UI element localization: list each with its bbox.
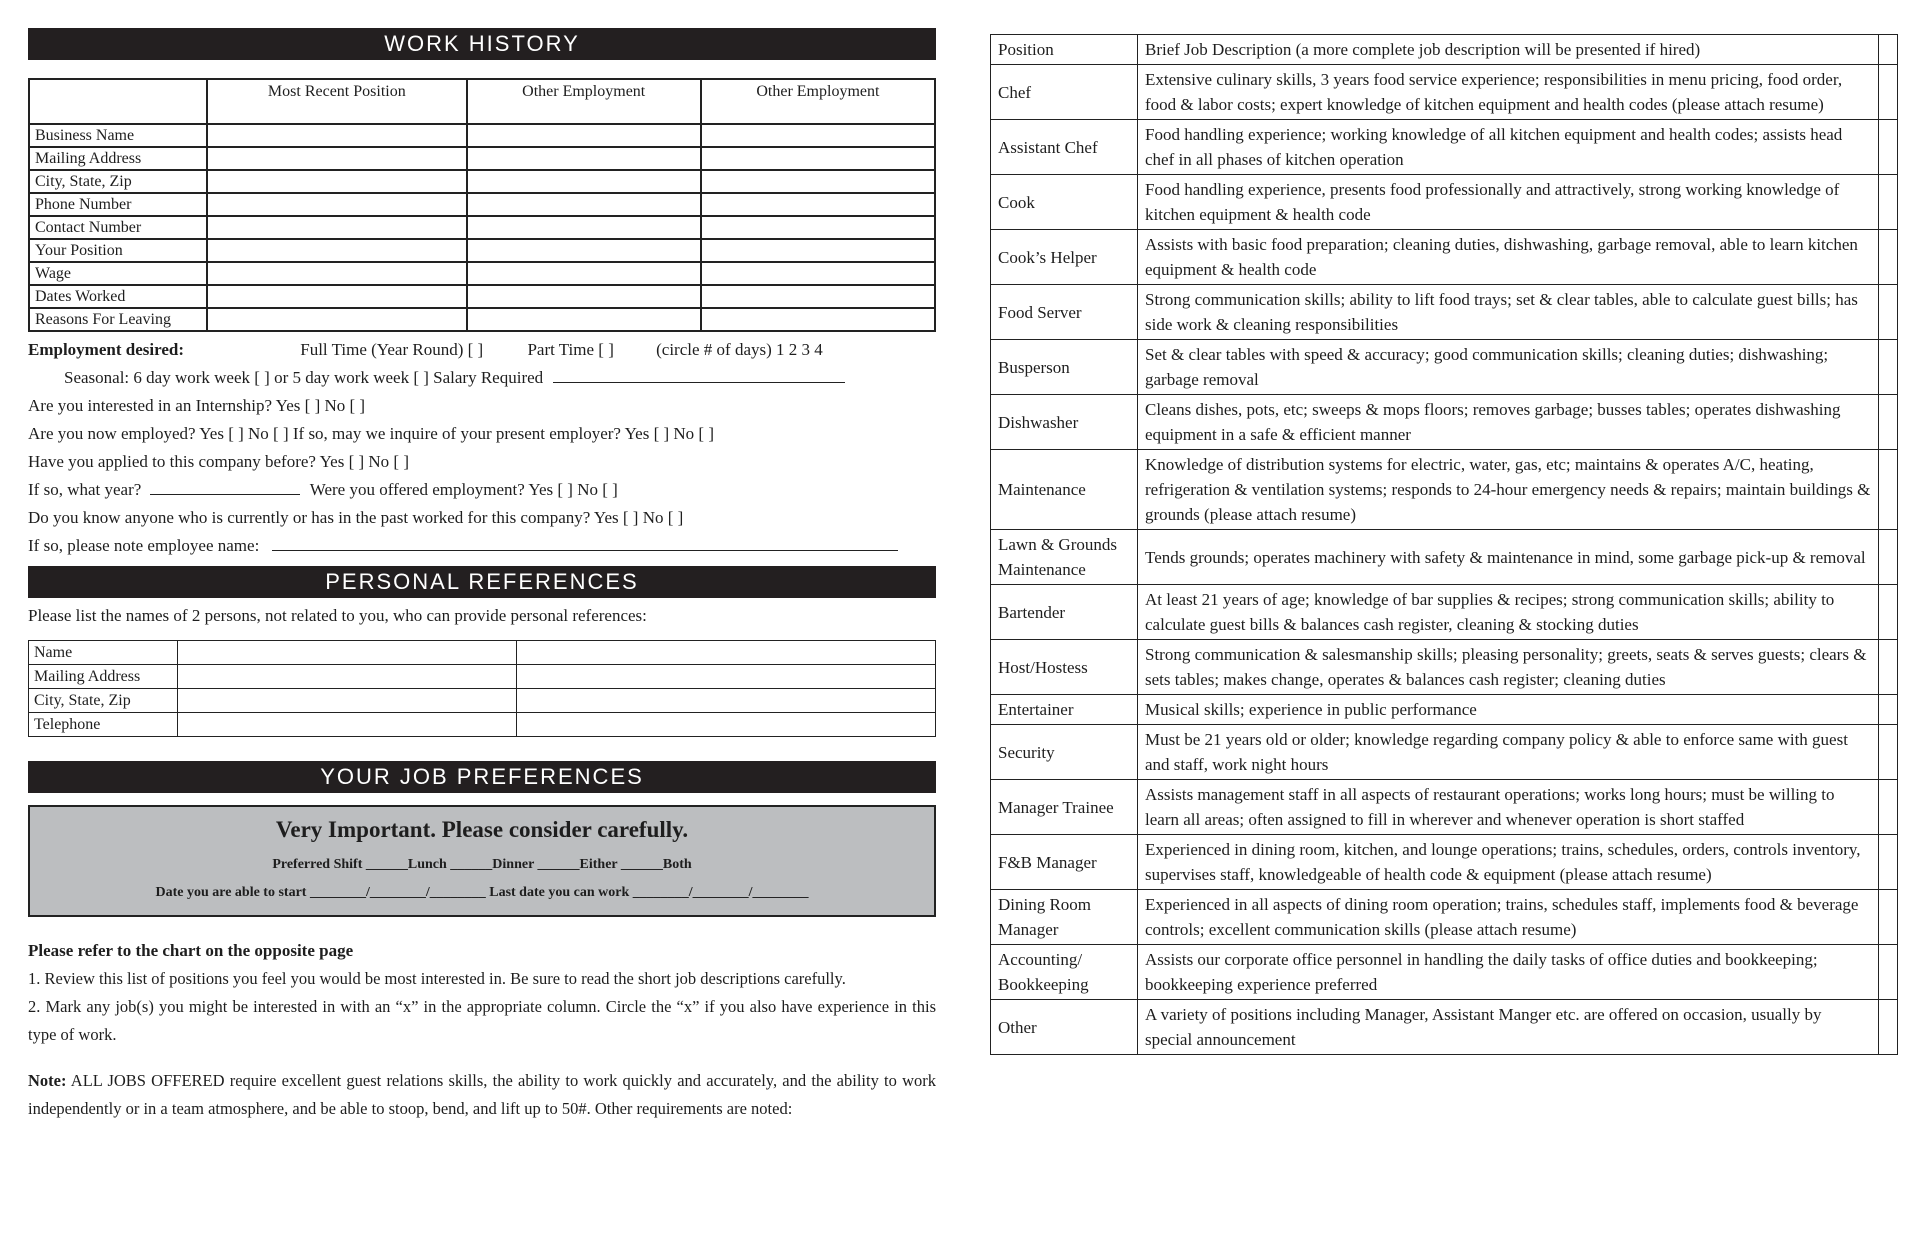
entry-cell[interactable] [467,124,701,147]
job-row [991,835,1898,890]
entry-cell[interactable] [467,262,701,285]
job-mark-cell[interactable] [1879,340,1898,395]
entry-cell[interactable] [207,216,467,239]
row-label: City, State, Zip [29,170,207,193]
entry-cell[interactable] [701,216,935,239]
job-description: Food handling experience; working knowledge of all kitchen equipment and health codes; assists head chef in all phases of kitchen operation [1138,120,1879,175]
work-history-row [29,239,935,262]
job-position: Lawn & Grounds Maintenance [991,530,1138,585]
job-mark-cell[interactable] [1879,530,1898,585]
entry-cell[interactable] [701,262,935,285]
jobs-header-row [991,35,1898,65]
job-position: Food Server [991,285,1138,340]
entry-cell[interactable] [517,689,936,713]
column-header: Most Recent Position [207,79,467,124]
entry-cell[interactable] [178,689,517,713]
job-position: Host/Hostess [991,640,1138,695]
job-mark-cell[interactable] [1879,175,1898,230]
job-row [991,450,1898,530]
preferences-box [28,805,936,917]
job-description: Strong communication & salesmanship skills; pleasing personality; greets, seats & serves guests; clears & sets tables; makes change, operates & balances cash register; cleaning duties [1138,640,1879,695]
job-description: Knowledge of distribution systems for electric, water, gas, etc; maintains & operates A/C, heating, refrigeration & ventilation systems; responds to 24-hour emergency needs & repairs; maintain buildings & grounds (please attach resume) [1138,450,1879,530]
note-paragraph [28,1067,936,1123]
row-label: Your Position [29,239,207,262]
job-description: Food handling experience, presents food professionally and attractively, strong working knowledge of kitchen equipment & health code [1138,175,1879,230]
seasonal-text: Seasonal: 6 day work week [ ] or 5 day work week [ ] Salary Required [64,368,544,387]
entry-cell[interactable] [467,216,701,239]
entry-cell[interactable] [701,170,935,193]
job-description: Experienced in all aspects of dining room operation; trains, schedules staff, implements food & beverage controls; excellent communication skills (please attach resume) [1138,890,1879,945]
job-row [991,890,1898,945]
year-field[interactable] [150,478,300,495]
entry-cell[interactable] [467,147,701,170]
job-row [991,340,1898,395]
work-history-row [29,193,935,216]
job-row [991,530,1898,585]
job-row [991,285,1898,340]
entry-cell[interactable] [207,285,467,308]
job-description: Experienced in dining room, kitchen, and lounge operations; trains, schedules, orders, controls inventory, supervises staff, knowledgeable of health code & equipment (please attach resume) [1138,835,1879,890]
entry-cell[interactable] [467,285,701,308]
left-page [28,28,936,1123]
job-position: Chef [991,65,1138,120]
references-title: PERSONAL REFERENCES [28,566,936,598]
job-row [991,65,1898,120]
reference-row [29,665,936,689]
employee-name-label: If so, please note employee name: [28,536,260,555]
reference-row [29,689,936,713]
row-label: City, State, Zip [29,689,178,713]
job-description: Assists our corporate office personnel in handling the daily tasks of office duties and bookkeeping; bookkeeping experience preferred [1138,945,1879,1000]
job-mark-cell[interactable] [1879,945,1898,1000]
entry-cell[interactable] [517,641,936,665]
job-row [991,695,1898,725]
entry-cell[interactable] [207,193,467,216]
job-description: Tends grounds; operates machinery with safety & maintenance in mind, some garbage pick-up & removal [1138,530,1879,585]
entry-cell[interactable] [701,285,935,308]
work-history-row [29,262,935,285]
salary-field[interactable] [553,366,845,383]
job-position: Maintenance [991,450,1138,530]
entry-cell[interactable] [517,713,936,737]
work-history-title: WORK HISTORY [28,28,936,60]
column-header: Other Employment [701,79,935,124]
entry-cell[interactable] [467,308,701,331]
entry-cell[interactable] [178,641,517,665]
job-description: Set & clear tables with speed & accuracy; good communication skills; cleaning duties; dishwashing; garbage removal [1138,340,1879,395]
job-description: Assists management staff in all aspects of restaurant operations; works long hours; must be willing to learn all areas; often assigned to fill in wherever and whenever operation is short staffed [1138,780,1879,835]
work-history-header-row [29,79,935,124]
right-page [990,34,1898,1055]
jobs-table [990,34,1898,1055]
row-label: Phone Number [29,193,207,216]
job-mark-cell[interactable] [1879,450,1898,530]
entry-cell[interactable] [701,308,935,331]
instruction-item: 1. Review this list of positions you feel you would be most interested in. Be sure to read the short job descriptions carefully. [28,969,846,988]
instructions-heading: Please refer to the chart on the opposite page [28,941,354,960]
entry-cell[interactable] [701,147,935,170]
job-mark-cell[interactable] [1879,835,1898,890]
instructions [28,937,936,1123]
work-history-row [29,308,935,331]
job-description: Extensive culinary skills, 3 years food service experience; responsibilities in menu pricing, food order, food & labor costs; expert knowledge of kitchen equipment and health codes (please attach resume) [1138,65,1879,120]
column-header: Other Employment [467,79,701,124]
entry-cell[interactable] [517,665,936,689]
job-position: Entertainer [991,695,1138,725]
applied-before-line: Have you applied to this company before? Yes [ ] No [ ] [28,452,409,471]
employed-line: Are you now employed? Yes [ ] No [ ] If so, may we inquire of your present employer? Yes [ ] No [ ] [28,424,714,443]
job-description: Must be 21 years old or older; knowledge regarding company policy & able to enforce same with guest and staff, work night hours [1138,725,1879,780]
job-position: Accounting/ Bookkeeping [991,945,1138,1000]
job-mark-cell[interactable] [1879,230,1898,285]
work-history-row [29,147,935,170]
job-position: Cook [991,175,1138,230]
job-position: Security [991,725,1138,780]
entry-cell[interactable] [178,713,517,737]
job-position: Cook’s Helper [991,230,1138,285]
job-mark-cell[interactable] [1879,695,1898,725]
job-mark-cell[interactable] [1879,120,1898,175]
part-time-option[interactable]: Part Time [ ] [527,340,614,359]
entry-cell[interactable] [207,170,467,193]
employee-name-line [28,532,936,560]
job-description: Assists with basic food preparation; cleaning duties, dishwashing, garbage removal, able to learn kitchen equipment & health code [1138,230,1879,285]
know-anyone-line: Do you know anyone who is currently or has in the past worked for this company? Yes [ ] No [ ] [28,508,684,527]
job-row [991,780,1898,835]
entry-cell[interactable] [467,193,701,216]
job-position: F&B Manager [991,835,1138,890]
row-label: Mailing Address [29,665,178,689]
days-option[interactable]: (circle # of days) 1 2 3 4 [656,340,823,359]
row-label: Business Name [29,124,207,147]
entry-cell[interactable] [467,170,701,193]
row-label: Wage [29,262,207,285]
job-mark-cell[interactable] [1879,780,1898,835]
reference-row [29,713,936,737]
job-description: At least 21 years of age; knowledge of bar supplies & recipes; strong communication skills; ability to calculate guest bills & balances cash register, cleaning & stocking duties [1138,585,1879,640]
job-row [991,230,1898,285]
reference-row [29,641,936,665]
employment-desired-line [28,336,936,364]
job-mark-cell[interactable] [1879,285,1898,340]
work-history-row [29,124,935,147]
work-history-row [29,216,935,239]
row-label: Name [29,641,178,665]
job-position: Busperson [991,340,1138,395]
note-label: Note: [28,1071,67,1090]
employment-section [28,336,936,560]
preferences-heading: Very Important. Please consider carefully. [275,817,689,842]
job-position: Manager Trainee [991,780,1138,835]
entry-cell[interactable] [178,665,517,689]
position-header: Position [991,35,1138,65]
row-label: Contact Number [29,216,207,239]
dates-line[interactable]: Date you are able to start ________/________/________ Last date you can work ________/________/________ [155,885,809,900]
job-description: A variety of positions including Manager, Assistant Manger etc. are offered on occasion, usually by special announcement [1138,1000,1879,1055]
job-row [991,1000,1898,1055]
mark-column-header [1879,35,1898,65]
offered-text: Were you offered employment? Yes [ ] No [ ] [309,480,618,499]
what-year-line [28,476,936,504]
instruction-item: 2. Mark any job(s) you might be interested in with an “x” in the appropriate column. Circle the “x” if you also have experience in this type of work. [28,997,936,1044]
entry-cell[interactable] [207,147,467,170]
entry-cell[interactable] [701,239,935,262]
job-position: Dining Room Manager [991,890,1138,945]
job-description: Strong communication skills; ability to lift food trays; set & clear tables, able to calculate guest bills; has side work & cleaning responsibilities [1138,285,1879,340]
work-history-corner [29,79,207,124]
job-mark-cell[interactable] [1879,395,1898,450]
row-label: Mailing Address [29,147,207,170]
job-position: Dishwasher [991,395,1138,450]
what-year-label: If so, what year? [28,480,142,499]
entry-cell[interactable] [701,193,935,216]
job-mark-cell[interactable] [1879,725,1898,780]
entry-cell[interactable] [467,239,701,262]
full-time-option[interactable]: Full Time (Year Round) [ ] [300,340,484,359]
entry-cell[interactable] [207,124,467,147]
description-header: Brief Job Description (a more complete job description will be presented if hired) [1138,35,1879,65]
employment-desired-label: Employment desired: [28,340,184,359]
references-intro: Please list the names of 2 persons, not related to you, who can provide personal references: [28,606,647,625]
references-table [28,640,936,737]
entry-cell[interactable] [207,239,467,262]
job-row [991,945,1898,1000]
job-description: Musical skills; experience in public performance [1138,695,1879,725]
job-position: Assistant Chef [991,120,1138,175]
job-mark-cell[interactable] [1879,890,1898,945]
job-row [991,725,1898,780]
preferred-shift-line[interactable]: Preferred Shift ______Lunch ______Dinner ______Either ______Both [272,857,692,872]
seasonal-line [28,364,936,392]
note-text: ALL JOBS OFFERED require excellent guest relations skills, the ability to work quickly and accurately, and the ability to work independently or in a team atmosphere, and be able to stoop, bend, and lift up to 50#. Other requirements are noted: [28,1071,936,1118]
preferences-title: YOUR JOB PREFERENCES [28,761,936,793]
entry-cell[interactable] [207,308,467,331]
job-row [991,640,1898,695]
job-mark-cell[interactable] [1879,640,1898,695]
job-position: Bartender [991,585,1138,640]
internship-line: Are you interested in an Internship? Yes [ ] No [ ] [28,396,366,415]
job-row [991,395,1898,450]
work-history-row [29,170,935,193]
job-mark-cell[interactable] [1879,65,1898,120]
job-description: Cleans dishes, pots, etc; sweeps & mops floors; removes garbage; busses tables; operates dishwashing equipment in a safe & efficient manner [1138,395,1879,450]
job-row [991,175,1898,230]
row-label: Dates Worked [29,285,207,308]
job-row [991,120,1898,175]
entry-cell[interactable] [701,124,935,147]
entry-cell[interactable] [207,262,467,285]
job-mark-cell[interactable] [1879,585,1898,640]
job-row [991,585,1898,640]
row-label: Reasons For Leaving [29,308,207,331]
row-label: Telephone [29,713,178,737]
work-history-table [28,78,936,332]
job-mark-cell[interactable] [1879,1000,1898,1055]
work-history-row [29,285,935,308]
employee-name-field[interactable] [272,534,898,551]
job-position: Other [991,1000,1138,1055]
